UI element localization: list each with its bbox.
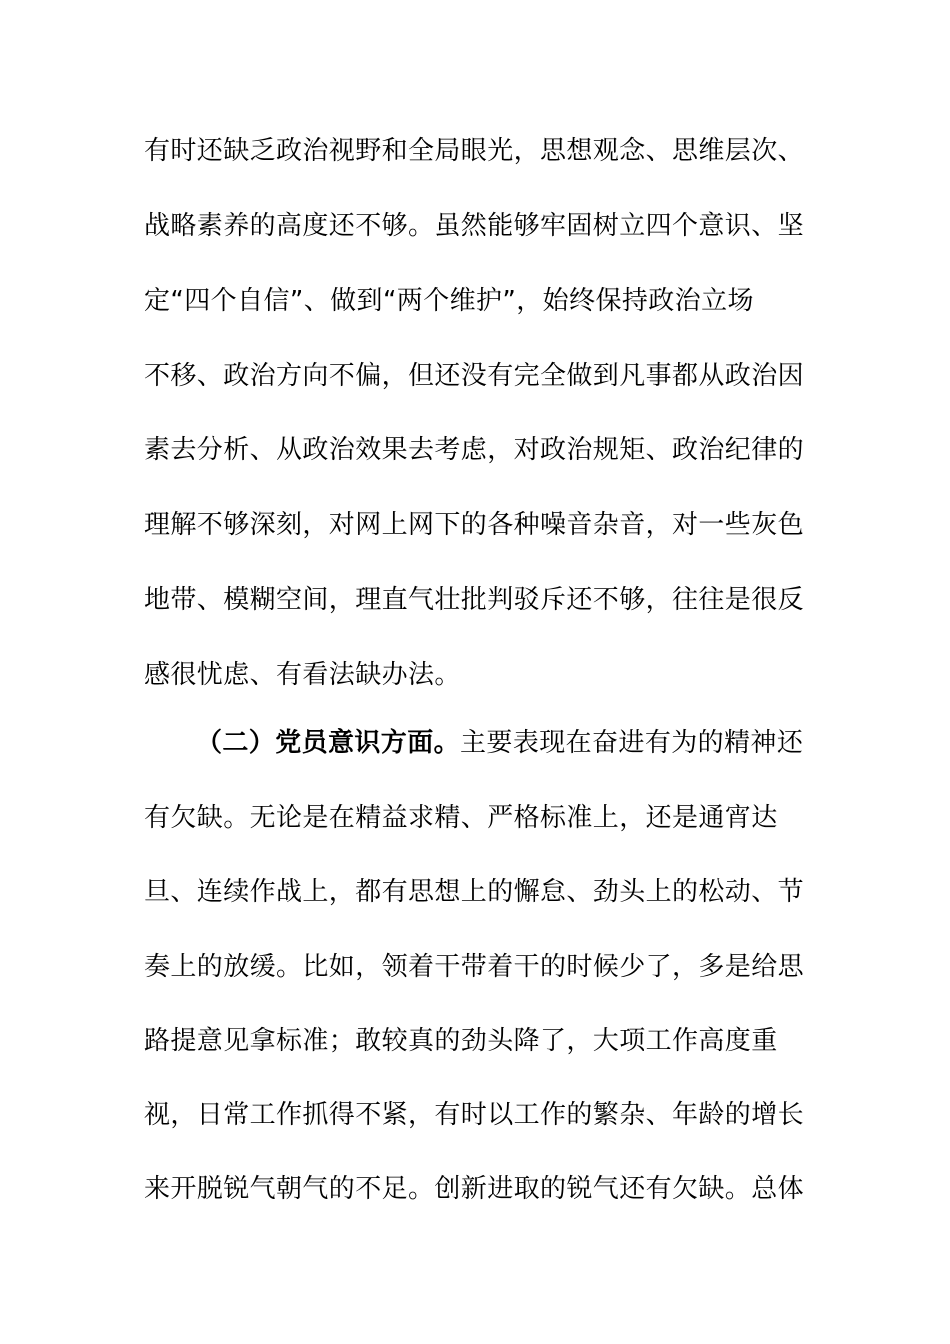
paragraph-line: 视，日常工作抓得不紧，有时以工作的繁杂、年龄的增长 bbox=[144, 1100, 805, 1130]
paragraph-line: 定“四个自信”、做到“两个维护”，始终保持政治立场 bbox=[144, 286, 754, 316]
paragraph-line: 有时还缺乏政治视野和全局眼光，思想观念、思维层次、 bbox=[144, 136, 805, 166]
paragraph-line: 路提意见拿标准；敢较真的劲头降了，大项工作高度重 bbox=[144, 1026, 778, 1056]
section-heading-continuation: 主要表现在奋进有为的精神还 bbox=[460, 728, 804, 758]
paragraph-line: 不移、政治方向不偏，但还没有完全做到凡事都从政治因 bbox=[144, 361, 805, 391]
section-heading: （二）党员意识方面。 bbox=[196, 728, 461, 758]
paragraph-line: 理解不够深刻，对网上网下的各种噪音杂音，对一些灰色 bbox=[144, 510, 805, 540]
paragraph-line: 来开脱锐气朝气的不足。创新进取的锐气还有欠缺。总体 bbox=[144, 1174, 805, 1204]
paragraph-line: 地带、模糊空间，理直气壮批判驳斥还不够，往往是很反 bbox=[144, 585, 805, 615]
paragraph-line: 素去分析、从政治效果去考虑，对政治规矩、政治纪律的 bbox=[144, 435, 805, 465]
paragraph-line: 奏上的放缓。比如，领着干带着干的时候少了，多是给思 bbox=[144, 952, 805, 982]
paragraph-line: 旦、连续作战上，都有思想上的懈怠、劲头上的松动、节 bbox=[144, 877, 805, 907]
paragraph-line: 有欠缺。无论是在精益求精、严格标准上，还是通宵达 bbox=[144, 803, 778, 833]
paragraph-line: 感很忧虑、有看法缺办法。 bbox=[144, 660, 461, 690]
paragraph-line: 战略素养的高度还不够。虽然能够牢固树立四个意识、坚 bbox=[144, 211, 805, 241]
section-heading-line bbox=[196, 723, 808, 763]
